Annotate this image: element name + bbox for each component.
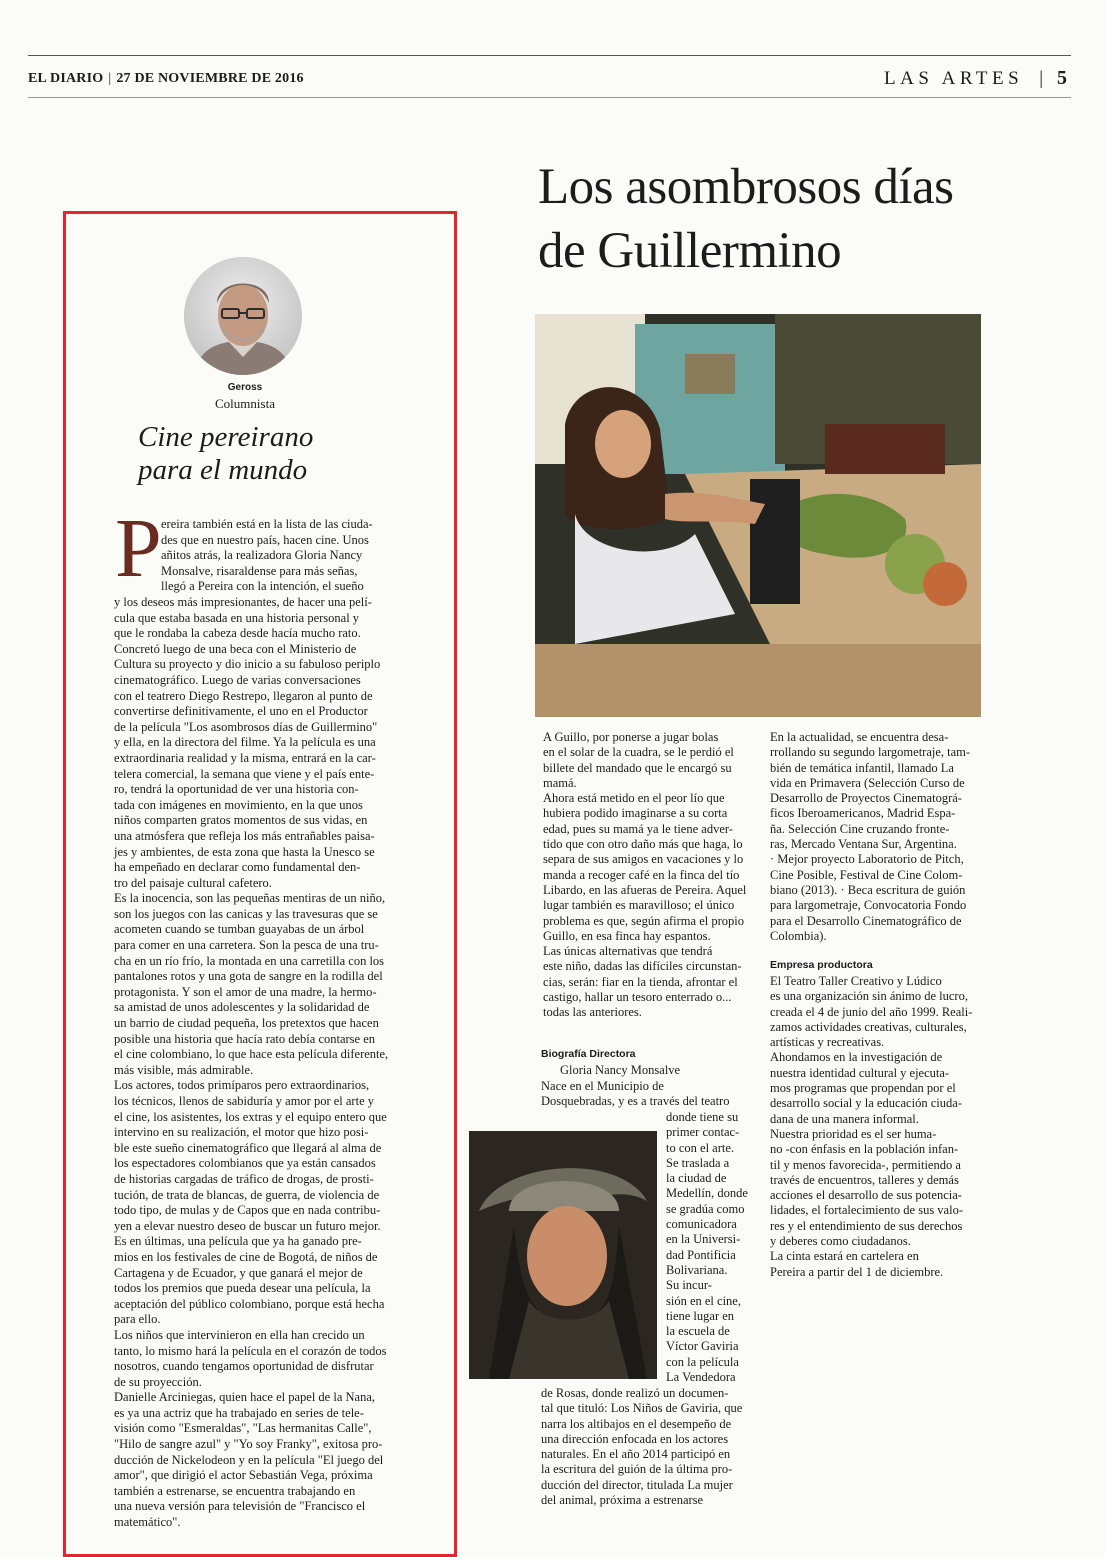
column-text-line: Los niños que intervinieron en ella han crecido un [114, 1327, 365, 1342]
producer-text-line: acciones el desarrollo de sus potencia- [770, 1188, 962, 1203]
columnist-avatar [184, 257, 302, 375]
producer-text-line: nuestra identidad cultural y ejecuta- [770, 1065, 950, 1080]
article-text-line: ña. Selección Cine cruzando fronte- [770, 821, 950, 836]
headline-line: Los asombrosos días [538, 159, 954, 215]
column-text-line: ro, tendrá la oportunidad de ver una historia con- [114, 782, 359, 797]
column-text-line: añitos atrás, la realizadora Gloria Nancy [161, 548, 363, 563]
column-text-line: Es la inocencia, son las pequeñas mentiras de un niño, [114, 891, 386, 906]
article-text-line: Las únicas alternativas que tendrá [543, 944, 713, 959]
article-text-line: este niño, dadas las difíciles circunstan- [543, 959, 742, 974]
bio-text-line: Medellín, donde [666, 1186, 748, 1201]
column-text-line: Es en últimas, una película que ya ha ganado pre- [114, 1234, 362, 1249]
column-text-line: llegó a Pereira con la intención, el sueño [161, 579, 364, 594]
bio-text-line: la escuela de [666, 1324, 730, 1339]
bio-text-line: Víctor Gaviria [666, 1339, 739, 1354]
column-text-line: son los juegos con las canicas y las travesuras que se [114, 906, 378, 921]
column-text-line: aceptación del público colombiano, porque está hecha [114, 1296, 385, 1311]
director-portrait-icon [469, 1131, 657, 1379]
column-text-line: posible una historia que hacía rato debía contarse en [114, 1031, 376, 1046]
column-text-line: yen a elevar nuestro deseo de buscar un futuro mejor. [114, 1218, 381, 1233]
article-text-line: Desarrollo de Proyectos Cinematográ- [770, 791, 962, 806]
bio-text-line: una dirección enfocada en los actores [541, 1431, 729, 1446]
bio-director-name: Gloria Nancy Monsalve [560, 1063, 681, 1077]
column-text-line: tución, de trata de blancas, de guerra, de violencia de [114, 1187, 380, 1202]
bio-text-line: Dosquebradas, y es a través del teatro [541, 1094, 730, 1109]
top-rule [28, 55, 1071, 56]
article-text-line: · Mejor proyecto Laboratorio de Pitch, [770, 852, 964, 867]
column-text-line: para comer en una carretera. Son la pesca de una tru- [114, 938, 379, 953]
article-intro-column [543, 730, 758, 1021]
masthead [28, 71, 304, 87]
producer-text-line: mos programas que propendan por el [770, 1081, 956, 1096]
bio-heading: Biografía Directora [541, 1048, 636, 1060]
article-text-line: Libardo, en las afueras de Pereira. Aquel [543, 882, 747, 897]
column-text-line: jes y ambientes, de esta zona que hasta la Unesco se [114, 844, 375, 859]
column-text-line: Concretó luego de una beca con el Ministerio de [114, 641, 357, 656]
article-text-line: rrollando su segundo largometraje, tam- [770, 745, 971, 760]
producer-text-line: artísticas y recreativas. [770, 1035, 885, 1050]
column-text-line: pantalones rotos y una gota de sangre en la rodilla del [114, 969, 383, 984]
column-text-line: tanto, lo mismo hará la película en el corazón de todos [114, 1343, 387, 1358]
article-text-line: A Guillo, por ponerse a jugar bolas [543, 730, 719, 744]
column-title-line: Cine pereirano [138, 421, 314, 453]
article-text-line: edad, pues su mamá ya le tiene adver- [543, 821, 733, 836]
producer-column [770, 974, 985, 1280]
page-number: 5 [1057, 67, 1067, 89]
producer-text-line: res y el entendimiento de sus derechos [770, 1218, 963, 1233]
bio-text-line: Nace en el Municipio de [541, 1079, 664, 1093]
article-text-line: lugar también es maravilloso; el único [543, 898, 735, 913]
article-text-line: para el Desarrollo Cinematográfico de [770, 913, 962, 928]
bio-continuation [541, 1386, 756, 1508]
article-text-line: en el solar de la cuadra, se le perdió el [543, 745, 734, 760]
column-text-line: para ello. [114, 1312, 161, 1327]
columnist-portrait-icon [184, 257, 302, 375]
column-text-line: Cartagena y de Ecuador, y que ganará el mejor de [114, 1265, 363, 1280]
article-text-line: Guillo, en esa finca hay espantos. [543, 928, 711, 943]
column-text-line: el cine colombiano, lo que hace esta película diferente, [114, 1047, 389, 1062]
column-text-line: una nueva versión para televisión de "Francisco el [114, 1499, 366, 1514]
column-text-line: protagonista. Y son el amor de una madre, la hermo- [114, 984, 377, 999]
column-text-line: de la película "Los asombrosos días de Guillermino" [114, 719, 378, 734]
producer-text-line: través de encuentros, talleres y demás [770, 1172, 959, 1187]
column-text-line: Cultura su proyecto y dio inicio a su fabuloso periplo [114, 657, 381, 672]
bio-text-line: tal que tituló: Los Niños de Gaviria, que [541, 1401, 743, 1416]
column-text-line: visión como "Esmeraldas", "Las hermanitas Calle", [114, 1421, 372, 1436]
column-text-line: también a estrenarse, se encuentra trabajando en [114, 1483, 356, 1498]
director-photo [469, 1131, 657, 1379]
article-text-line: tido que con otro daño más que haga, lo [543, 837, 743, 852]
column-text-line: una atmósfera que refleja los más entrañables paisa- [114, 828, 375, 843]
issue-date: 27 DE NOVIEMBRE DE 2016 [116, 71, 304, 86]
column-text-line: Los actores, todos primíparos pero extraordinarios, [114, 1078, 370, 1093]
bio-text-line: del animal, próxima a estrenarse [541, 1493, 704, 1508]
bio-text-line: primer contac- [666, 1125, 740, 1140]
paper-name: EL DIARIO [28, 71, 104, 86]
producer-text-line: desarrollo social y la educación ciuda- [770, 1096, 962, 1111]
producer-text-line: Pereira a partir del 1 de diciembre. [770, 1264, 944, 1279]
producer-text-line: zamos actividades creativas, culturales, [770, 1019, 967, 1034]
producer-text-line: El Teatro Taller Creativo y Lúdico [770, 974, 942, 988]
column-text-line: ble este sueño cinematográfico que llegará al alma de [114, 1140, 382, 1155]
article-text-line: bién de temática infantil, llamado La [770, 760, 954, 775]
columnist-name: Geross [227, 382, 263, 393]
article-text-line: ficos Iberoamericanos, Madrid Espa- [770, 806, 956, 821]
film-still-photo [535, 314, 981, 717]
column-text-line: de historias cargadas de tráfico de drogas, de prosti- [114, 1171, 374, 1186]
producer-text-line: lidades, el fortalecimiento de sus valo- [770, 1203, 963, 1218]
article-text-line: Colombia). [770, 928, 827, 943]
column-text-line: es ya una actriz que ha trabajado en series de tele- [114, 1405, 364, 1420]
bio-text-line: en la Universi- [666, 1232, 741, 1247]
article-text-line: En la actualidad, se encuentra desa- [770, 730, 949, 744]
girl-at-table-photo-icon [535, 314, 981, 717]
bio-text-line: se gradúa como [666, 1201, 745, 1216]
bio-text-line: la ciudad de [666, 1171, 727, 1186]
column-text-line: ereira también está en la lista de las ciuda- [161, 517, 373, 531]
article-text-line: hubiera podido imaginarse a su corta [543, 806, 728, 821]
column-text-line: y ella, en la directora del filme. Ya la película es una [114, 735, 376, 750]
column-text-line: todo tipo, de mulas y de Capos que en nada contribu- [114, 1203, 381, 1218]
column-text-line: "Hilo de sangre azul" y "Yo soy Franky", exitosa pro- [114, 1437, 383, 1452]
article-text-line: billete del mandado que le encargó su [543, 760, 732, 775]
article-right-column [770, 730, 985, 944]
producer-text-line: dana de una manera informal. [770, 1111, 919, 1126]
column-text-line: tada con imágenes en movimiento, en la que unos [114, 797, 363, 812]
producer-text-line: Ahondamos en la investigación de [770, 1050, 943, 1065]
bio-text-line: ducción del director, titulada La mujer [541, 1477, 733, 1492]
article-text-line: ras, Mercado Ventana Sur, Argentina. [770, 837, 957, 852]
producer-text-line: Nuestra prioridad es el ser huma- [770, 1126, 937, 1141]
column-text-line: los técnicos, llenos de sabiduría y amor por el arte y [114, 1094, 374, 1108]
bio-text-line: sión en el cine, [666, 1293, 741, 1308]
article-text-line: manda a recoger café en la finca del tío [543, 867, 740, 882]
column-text-line: ha empeñado en declarar como fundamental den- [114, 860, 361, 875]
article-text-line: todas las anteriores. [543, 1005, 642, 1020]
column-text-line: ducción de Nickelodeon y en la película "El juego del [114, 1452, 384, 1467]
bio-text-line: de Rosas, donde realizó un documen- [541, 1386, 729, 1400]
column-text-line: sa amistad de unos adolescentes y la solidaridad de [114, 1000, 370, 1015]
producer-text-line: La cinta estará en cartelera en [770, 1249, 919, 1264]
bio-text-line: comunicadora [666, 1217, 737, 1232]
producer-text-line: til y menos favorecida-, permitiendo a [770, 1157, 961, 1172]
bio-text-line: naturales. En el año 2014 participó en [541, 1447, 731, 1462]
column-text-line: niños comparten gratos momentos de sus vidas, en [114, 813, 368, 828]
section-header [884, 67, 1067, 90]
column-text-line: Danielle Arciniegas, quien hace el papel de la Nana, [114, 1390, 375, 1405]
column-text-line: y los deseos más impresionantes, de hacer una pelí- [114, 595, 372, 609]
bio-text-line: tiene lugar en [666, 1308, 735, 1323]
column-text-line: acometen cuando se tumban guayabas de un árbol [114, 922, 365, 937]
column-text-line: cinematográfico. Luego de varias conversaciones [114, 672, 361, 687]
article-text-line: Cine Posible, Festival de Cine Colom- [770, 867, 963, 882]
column-text-line: des que en nuestro país, hacen cine. Unos [161, 532, 369, 547]
column-text-line: extraordinaria realidad y la misma, entrará en la car- [114, 750, 376, 765]
bio-text-line: to con el arte. [666, 1140, 735, 1155]
bio-text-line: Se traslada a [666, 1155, 730, 1170]
bio-text-line: Su incur- [666, 1278, 712, 1293]
bio-text-line: La Vendedora [666, 1370, 736, 1385]
column-text-line: con el teatrero Diego Restrepo, llegaron al punto de [114, 688, 373, 703]
article-text-line: separa de sus amigos en vacaciones y lo [543, 852, 744, 867]
article-headline [538, 155, 953, 283]
article-text-line: Ahora está metido en el peor lío que [543, 791, 725, 806]
column-title [138, 421, 313, 487]
bio-text-line: con la película [666, 1354, 739, 1369]
bio-text-line: la escritura del guión de la última pro- [541, 1462, 733, 1477]
column-text-line: telera comercial, la semana que viene y el país ente- [114, 766, 375, 781]
column-text-line: convertirse definitivamente, el uno en el Productor [114, 704, 368, 719]
article-text-line: cias, serán: fiar en la tienda, afrontar el [543, 974, 738, 989]
masthead-separator: | [108, 71, 112, 86]
column-text-line: el cine, los asistentes, los extras y el equipo entero que [114, 1109, 387, 1124]
columnist-role: Columnista [215, 396, 275, 411]
article-text-line: biano (2013). · Beca escritura de guión [770, 882, 966, 897]
column-text-line: los espectadores colombianos que ya están cansados [114, 1156, 376, 1171]
bio-text-line: narra los altibajos en el desempeño de [541, 1416, 732, 1431]
section-separator: | [1039, 68, 1043, 89]
bio-intro [541, 1079, 756, 1110]
producer-text-line: creada el 4 de junio del año 1999. Reali- [770, 1004, 973, 1019]
column-lead-paragraph [161, 517, 421, 595]
producer-heading: Empresa productora [770, 959, 873, 971]
column-text-line: todos los premios que pueda desear una película, la [114, 1281, 371, 1296]
bio-text-line: donde tiene su [666, 1110, 739, 1124]
bio-wrapped-column [666, 1110, 756, 1385]
column-text-line: Monsalve, risaraldense para más señas, [161, 563, 358, 578]
article-text-line: para largometraje, Convocatoria Fondo [770, 898, 967, 913]
article-text-line: vida en Primavera (Selección Curso de [770, 775, 965, 790]
bio-text-line: Bolivariana. [666, 1262, 728, 1277]
column-title-line: para el mundo [138, 454, 308, 486]
article-text-line: problema es que, según afirma el propio [543, 913, 744, 928]
column-text-line: tro del paisaje cultural cafetero. [114, 875, 272, 890]
column-body [114, 595, 414, 1531]
column-text-line: que le rondaba la cabeza desde hacía mucho rato. [114, 626, 361, 641]
column-text-line: matemático". [114, 1515, 181, 1530]
column-text-line: intervino en su realización, el motor que hizo posi- [114, 1125, 369, 1140]
column-text-line: cha en un río frío, la montada en una carretilla con los [114, 953, 385, 968]
column-text-line: amor", que dirigió el actor Sebastián Vega, próxima [114, 1468, 373, 1483]
headline-line: de Guillermino [538, 223, 842, 279]
article-text-line: castigo, hallar un tesoro enterrado o... [543, 990, 732, 1005]
column-text-line: más visible, más admirable. [114, 1062, 254, 1077]
producer-text-line: no -con énfasis en la población infan- [770, 1142, 959, 1157]
producer-text-line: es una organización sin ánimo de lucro, [770, 989, 968, 1004]
drop-cap: P [115, 502, 162, 595]
column-text-line: nosotros, cuando tengamos oportunidad de disfrutar [114, 1359, 374, 1374]
header-rule [28, 97, 1071, 98]
column-text-line: cula que estaba basada en una historia personal y [114, 610, 360, 625]
column-text-line: de su proyección. [114, 1374, 202, 1389]
bio-text-line: dad Pontificia [666, 1247, 736, 1262]
column-text-line: mios en los festivales de cine de Bogotá, de niños de [114, 1249, 378, 1264]
article-text-line: mamá. [543, 775, 577, 790]
producer-text-line: y deberes como ciudadanos. [770, 1234, 911, 1249]
column-text-line: un barrio de ciudad pequeña, los pretextos que hacen [114, 1016, 379, 1031]
section-name: LAS ARTES [884, 68, 1024, 89]
